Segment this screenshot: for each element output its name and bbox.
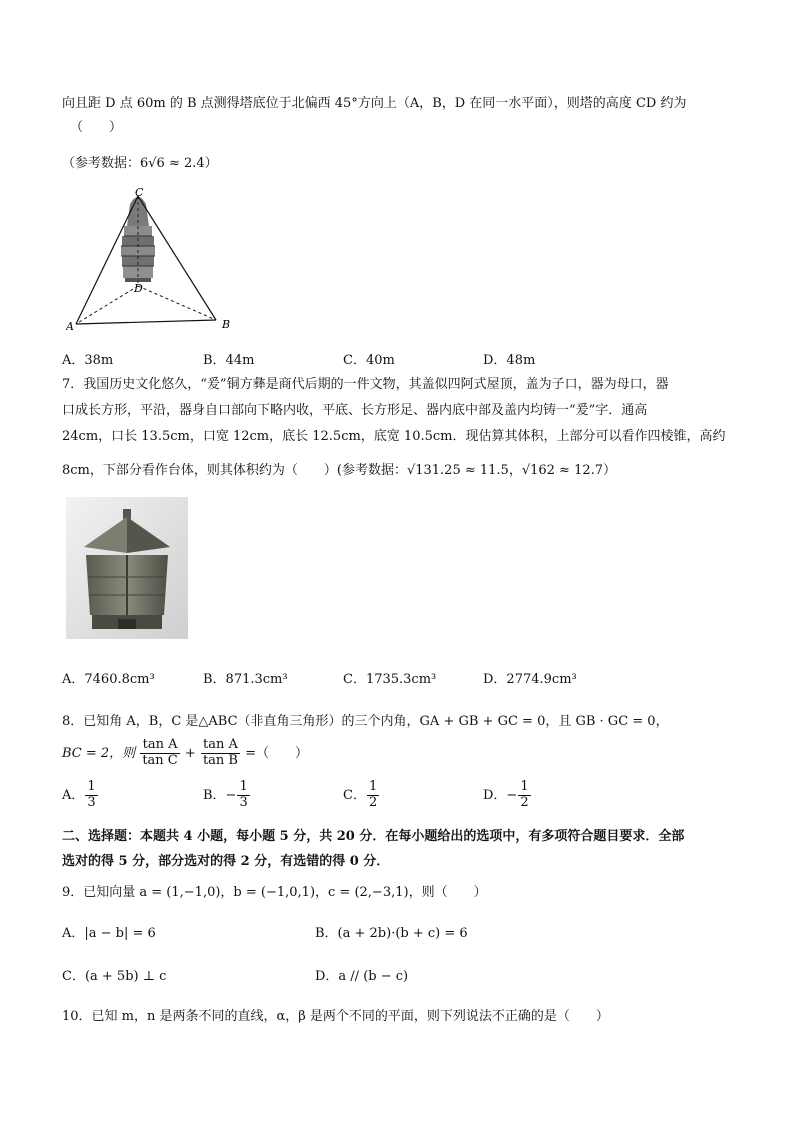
- q10-stem: 10．已知 m，n 是两条不同的直线，α，β 是两个不同的平面，则下列说法不正确的是（ ）: [62, 1009, 609, 1024]
- q8-fraction-2: [201, 738, 240, 769]
- q9-option-c[interactable]: C．(a + 5b) ⊥ c: [62, 969, 167, 984]
- q8-stem-line2: [62, 738, 308, 769]
- q8-option-b-num: 1: [239, 779, 248, 794]
- q8-fraction-2-num: tan A: [201, 738, 240, 754]
- q7-option-b[interactable]: B．871.3cm³: [203, 672, 288, 687]
- point-c-label: C: [135, 186, 144, 199]
- q8-option-a[interactable]: [62, 780, 99, 811]
- q8-option-c-den: 2: [368, 794, 378, 810]
- q7-stem-line3: 24cm，口长 13.5cm，口宽 12cm，底长 12.5cm，底宽 10.5cm．现估算其体积，上部分可以看作四棱锥，高约: [62, 429, 726, 444]
- q7-option-c[interactable]: C．1735.3cm³: [343, 672, 437, 687]
- q6-reference-data: （参考数据：6√6 ≈ 2.4）: [62, 156, 218, 171]
- q9-option-b[interactable]: B．(a + 2b)·(b + c) = 6: [315, 926, 468, 941]
- q6-option-c[interactable]: C．40m: [343, 353, 395, 368]
- q8-plus-sign: +: [184, 745, 196, 761]
- q8-option-c[interactable]: [343, 780, 380, 811]
- pagoda-figure: [66, 186, 236, 336]
- q8-fraction-1-den: tan C: [142, 752, 178, 768]
- q8-bc-given: BC = 2，则: [62, 745, 136, 761]
- q8-option-d-den: 2: [520, 794, 529, 810]
- q9-option-d[interactable]: D．a // (b − c): [315, 969, 409, 984]
- q7-option-a[interactable]: A．7460.8cm³: [62, 672, 155, 687]
- bronze-vessel-image: [66, 497, 188, 639]
- q8-fraction-1-num: tan A: [140, 738, 179, 754]
- q8-option-d-label: D．−: [483, 787, 518, 803]
- q8-fraction-2-den: tan B: [202, 752, 238, 768]
- q8-option-b-label: B．−: [203, 787, 237, 803]
- point-a-label: A: [66, 320, 74, 333]
- q8-option-a-den: 3: [87, 794, 96, 810]
- q6-stem-line2: （ ）: [70, 120, 123, 135]
- q9-option-a[interactable]: A．|a − b| = 6: [62, 926, 156, 941]
- q6-stem-line1: 向且距 D 点 60m 的 B 点测得塔底位于北偏西 45°方向上（A，B，D 在同一水平面），则塔的高度 CD 约为: [62, 96, 687, 111]
- section-2-heading-line1: 二、选择题：本题共 4 小题，每小题 5 分，共 20 分．在每小题给出的选项中，有多项符合题目要求．全部: [62, 829, 685, 844]
- q8-option-a-label: A．: [62, 787, 85, 803]
- q8-option-c-label: C．: [343, 787, 366, 803]
- q6-option-d[interactable]: D．48m: [483, 353, 536, 368]
- q8-option-d[interactable]: [483, 780, 532, 811]
- q7-stem-line2: 口成长方形，平沿，器身自口部向下略内收，平底、长方形足、器内底中部及盖内均铸一“爰”字．通高: [62, 403, 648, 418]
- point-d-label: D: [134, 282, 143, 295]
- q8-option-b-den: 3: [239, 794, 248, 810]
- q8-stem-line1: 8．已知角 A，B，C 是△ABC（非直角三角形）的三个内角，GA + GB + GC = 0，且 GB · GC = 0，: [62, 714, 669, 729]
- q8-option-a-num: 1: [87, 779, 96, 794]
- q8-option-c-num: 1: [368, 779, 378, 794]
- q8-fraction-1: [140, 738, 179, 769]
- q7-stem-line4: 8cm，下部分看作台体，则其体积约为（ ）(参考数据：√131.25 ≈ 11.5，√162 ≈ 12.7）: [62, 463, 617, 478]
- q7-option-d[interactable]: D．2774.9cm³: [483, 672, 577, 687]
- q8-option-b[interactable]: [203, 780, 251, 811]
- q6-option-b[interactable]: B．44m: [203, 353, 255, 368]
- section-2-heading-line2: 选对的得 5 分，部分选对的得 2 分，有选错的得 0 分．: [62, 854, 390, 869]
- q6-option-a[interactable]: A．38m: [62, 353, 114, 368]
- q8-option-d-num: 1: [520, 779, 529, 794]
- point-b-label: B: [222, 318, 231, 331]
- q8-equals-blank: =（ ）: [245, 745, 309, 761]
- q9-stem: 9．已知向量 a = (1,−1,0)，b = (−1,0,1)，c = (2,−3,1)，则（ ）: [62, 885, 487, 900]
- q7-stem-line1: 7．我国历史文化悠久，“爰”铜方彝是商代后期的一件文物，其盖似四阿式屋顶，盖为子口，器为母口，器: [62, 377, 669, 392]
